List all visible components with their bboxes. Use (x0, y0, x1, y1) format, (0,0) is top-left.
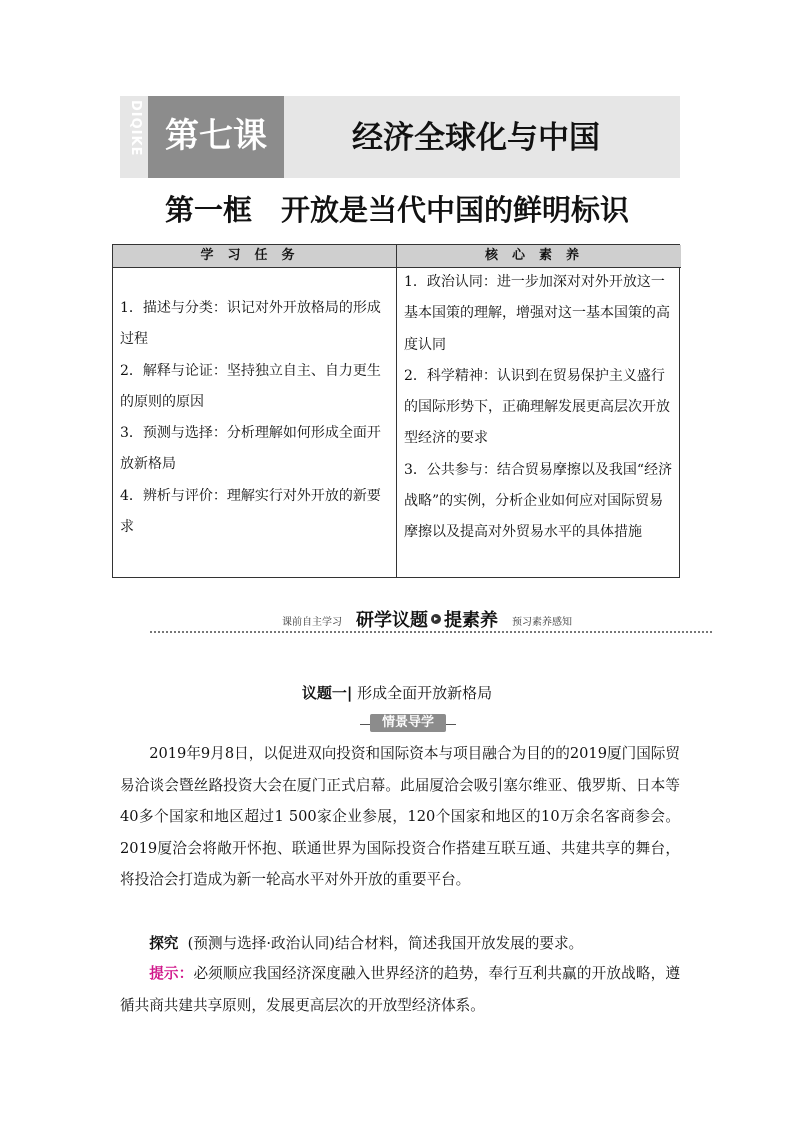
divider-title-1: 研学议题 (356, 610, 428, 631)
scenario-tag (360, 713, 456, 735)
literacy-column (397, 245, 681, 577)
literacy-cell (404, 267, 676, 549)
dotted-rule (150, 631, 712, 633)
literacy-item: 1．政治认同：进一步加深对对外开放这一基本国策的理解，增强对这一基本国策的高度认同 (404, 274, 670, 353)
arrow-dot-icon: ▸ (431, 614, 441, 624)
lesson-banner (120, 96, 680, 178)
question-text: (预测与选择·政治认同)结合材料，简述我国开放发展的要求。 (187, 935, 584, 952)
task-item: 3．预测与选择：分析理解如何形成全面开放新格局 (120, 425, 381, 473)
banner-side-strip (120, 96, 148, 178)
topic-label: 议题一| (301, 684, 353, 702)
hint-label: 提示： (149, 965, 194, 982)
lesson-number: 第七课 (165, 116, 267, 156)
task-item: 1．描述与分类：识记对外开放格局的形成过程 (120, 300, 381, 348)
table-header-tasks: 学习任务 (113, 245, 396, 268)
hint-text: 必须顺应我国经济深度融入世界经济的趋势，奉行互利共赢的开放战略，遵循共商共建共享原则，发展更高层次的开放型经济体系。 (120, 965, 680, 1014)
table-header-literacy: 核心素养 (397, 245, 681, 268)
literacy-item: 3．公共参与：结合贸易摩擦以及我国“经济战略”的实例，分析企业如何应对国际贸易摩擦以及提高对外贸易水平的具体措施 (404, 461, 673, 541)
question-paragraph (120, 928, 680, 960)
divider-right-caption: 预习素养感知 (512, 617, 572, 628)
hint-paragraph (120, 958, 680, 1021)
lesson-title: 经济全球化与中国 (352, 120, 600, 156)
lesson-number-box (148, 96, 284, 178)
tasks-column (113, 245, 397, 577)
divider-title-2: 提素养 (444, 610, 498, 631)
learning-objectives-table (112, 244, 680, 578)
section-title: 第一框 开放是当代中国的鲜明标识 (164, 193, 629, 227)
topic-heading (0, 683, 794, 703)
literacy-item: 2．科学精神：认识到在贸易保护主义盛行的国际形势下，正确理解发展更高层次开放型经济的要求 (404, 367, 670, 447)
divider-left-caption: 课前自主学习 (282, 617, 342, 628)
lesson-pinyin: DIQIKE (128, 100, 143, 157)
scenario-paragraph: 2019年9月8日，以促进双向投资和国际资本与项目融合为目的的2019厦门国际贸易洽谈会暨丝路投资大会在厦门正式启幕。此届厦洽会吸引塞尔维亚、俄罗斯、日本等40多个国家和地区超过1 500家企业参展，120个国家和地区的10万余名客商参会。2019厦洽会将敞开怀抱、联通世界为国际投资合作搭建互联互通、共建共享的舞台，将投洽会打造成为新一轮高水平对外开放的重要平台。 (120, 745, 680, 888)
tasks-cell (120, 293, 391, 543)
topic-title: 形成全面开放新格局 (357, 684, 493, 702)
question-label: 探究 (149, 935, 179, 952)
task-item: 2．解释与论证：坚持独立自主、自力更生的原则的原因 (120, 362, 381, 410)
scenario-tag-label: 情景导学 (370, 714, 446, 732)
task-item: 4．辨析与评价：理解实行对外开放的新要求 (120, 487, 381, 536)
section-divider (150, 608, 712, 636)
